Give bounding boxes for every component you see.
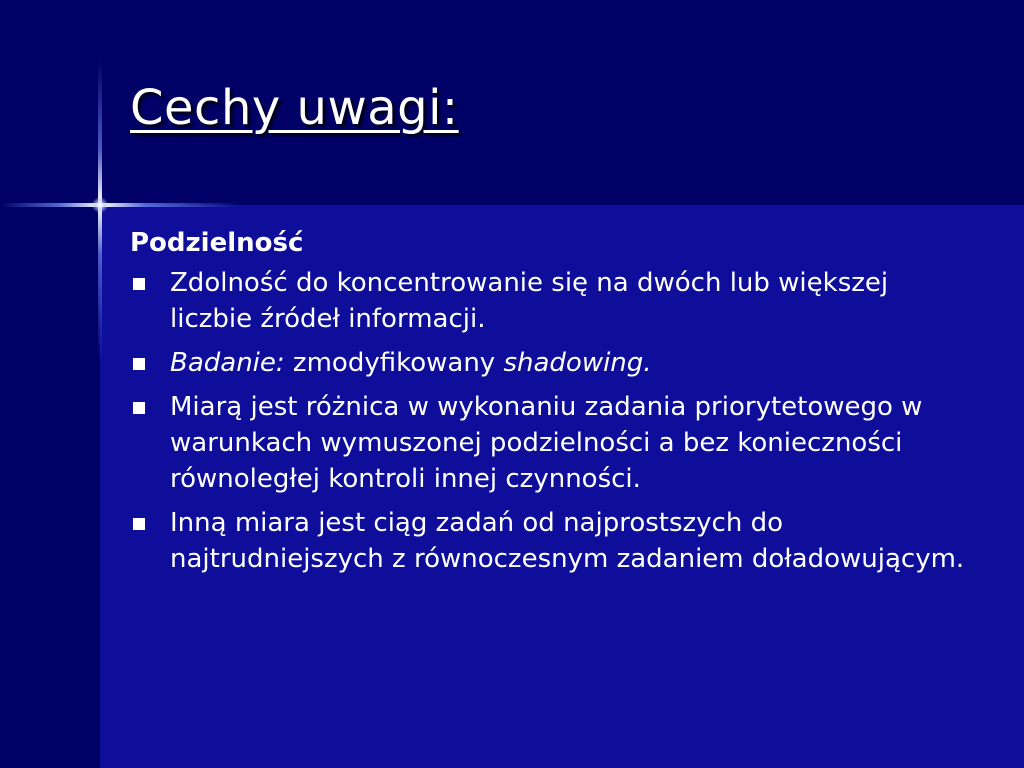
bullet-list	[130, 265, 970, 577]
square-bullet-icon	[133, 402, 145, 414]
section-heading: Podzielność	[130, 228, 304, 258]
background-left-panel	[0, 0, 100, 768]
bullet-item	[130, 265, 970, 337]
star-flare-icon	[92, 197, 108, 213]
slide-content	[130, 225, 970, 585]
bullet-text: zmodyfikowany	[284, 348, 504, 378]
bullet-item	[130, 345, 970, 381]
square-bullet-icon	[133, 518, 145, 530]
bullet-item	[130, 389, 970, 497]
slide-title: Cechy uwagi:	[130, 80, 459, 136]
bullet-italic-tail: shadowing.	[503, 348, 652, 378]
bullet-italic-lead: Badanie:	[170, 348, 285, 378]
bullet-text: Zdolność do koncentrowanie się na dwóch lub większej liczbie źródeł informacji.	[170, 268, 889, 334]
bullet-text: Inną miara jest ciąg zadań od najprostszych do najtrudniejszych z równoczesnym zadaniem doładowującym.	[170, 508, 965, 574]
bullet-item	[130, 505, 970, 577]
square-bullet-icon	[133, 278, 145, 290]
bullet-text: Miarą jest różnica w wykonaniu zadania priorytetowego w warunkach wymuszonej podzielności a bez konieczności równoległej kontroli innej czynności.	[170, 392, 923, 494]
star-flare-horizontal-icon	[0, 203, 240, 207]
square-bullet-icon	[133, 358, 145, 370]
